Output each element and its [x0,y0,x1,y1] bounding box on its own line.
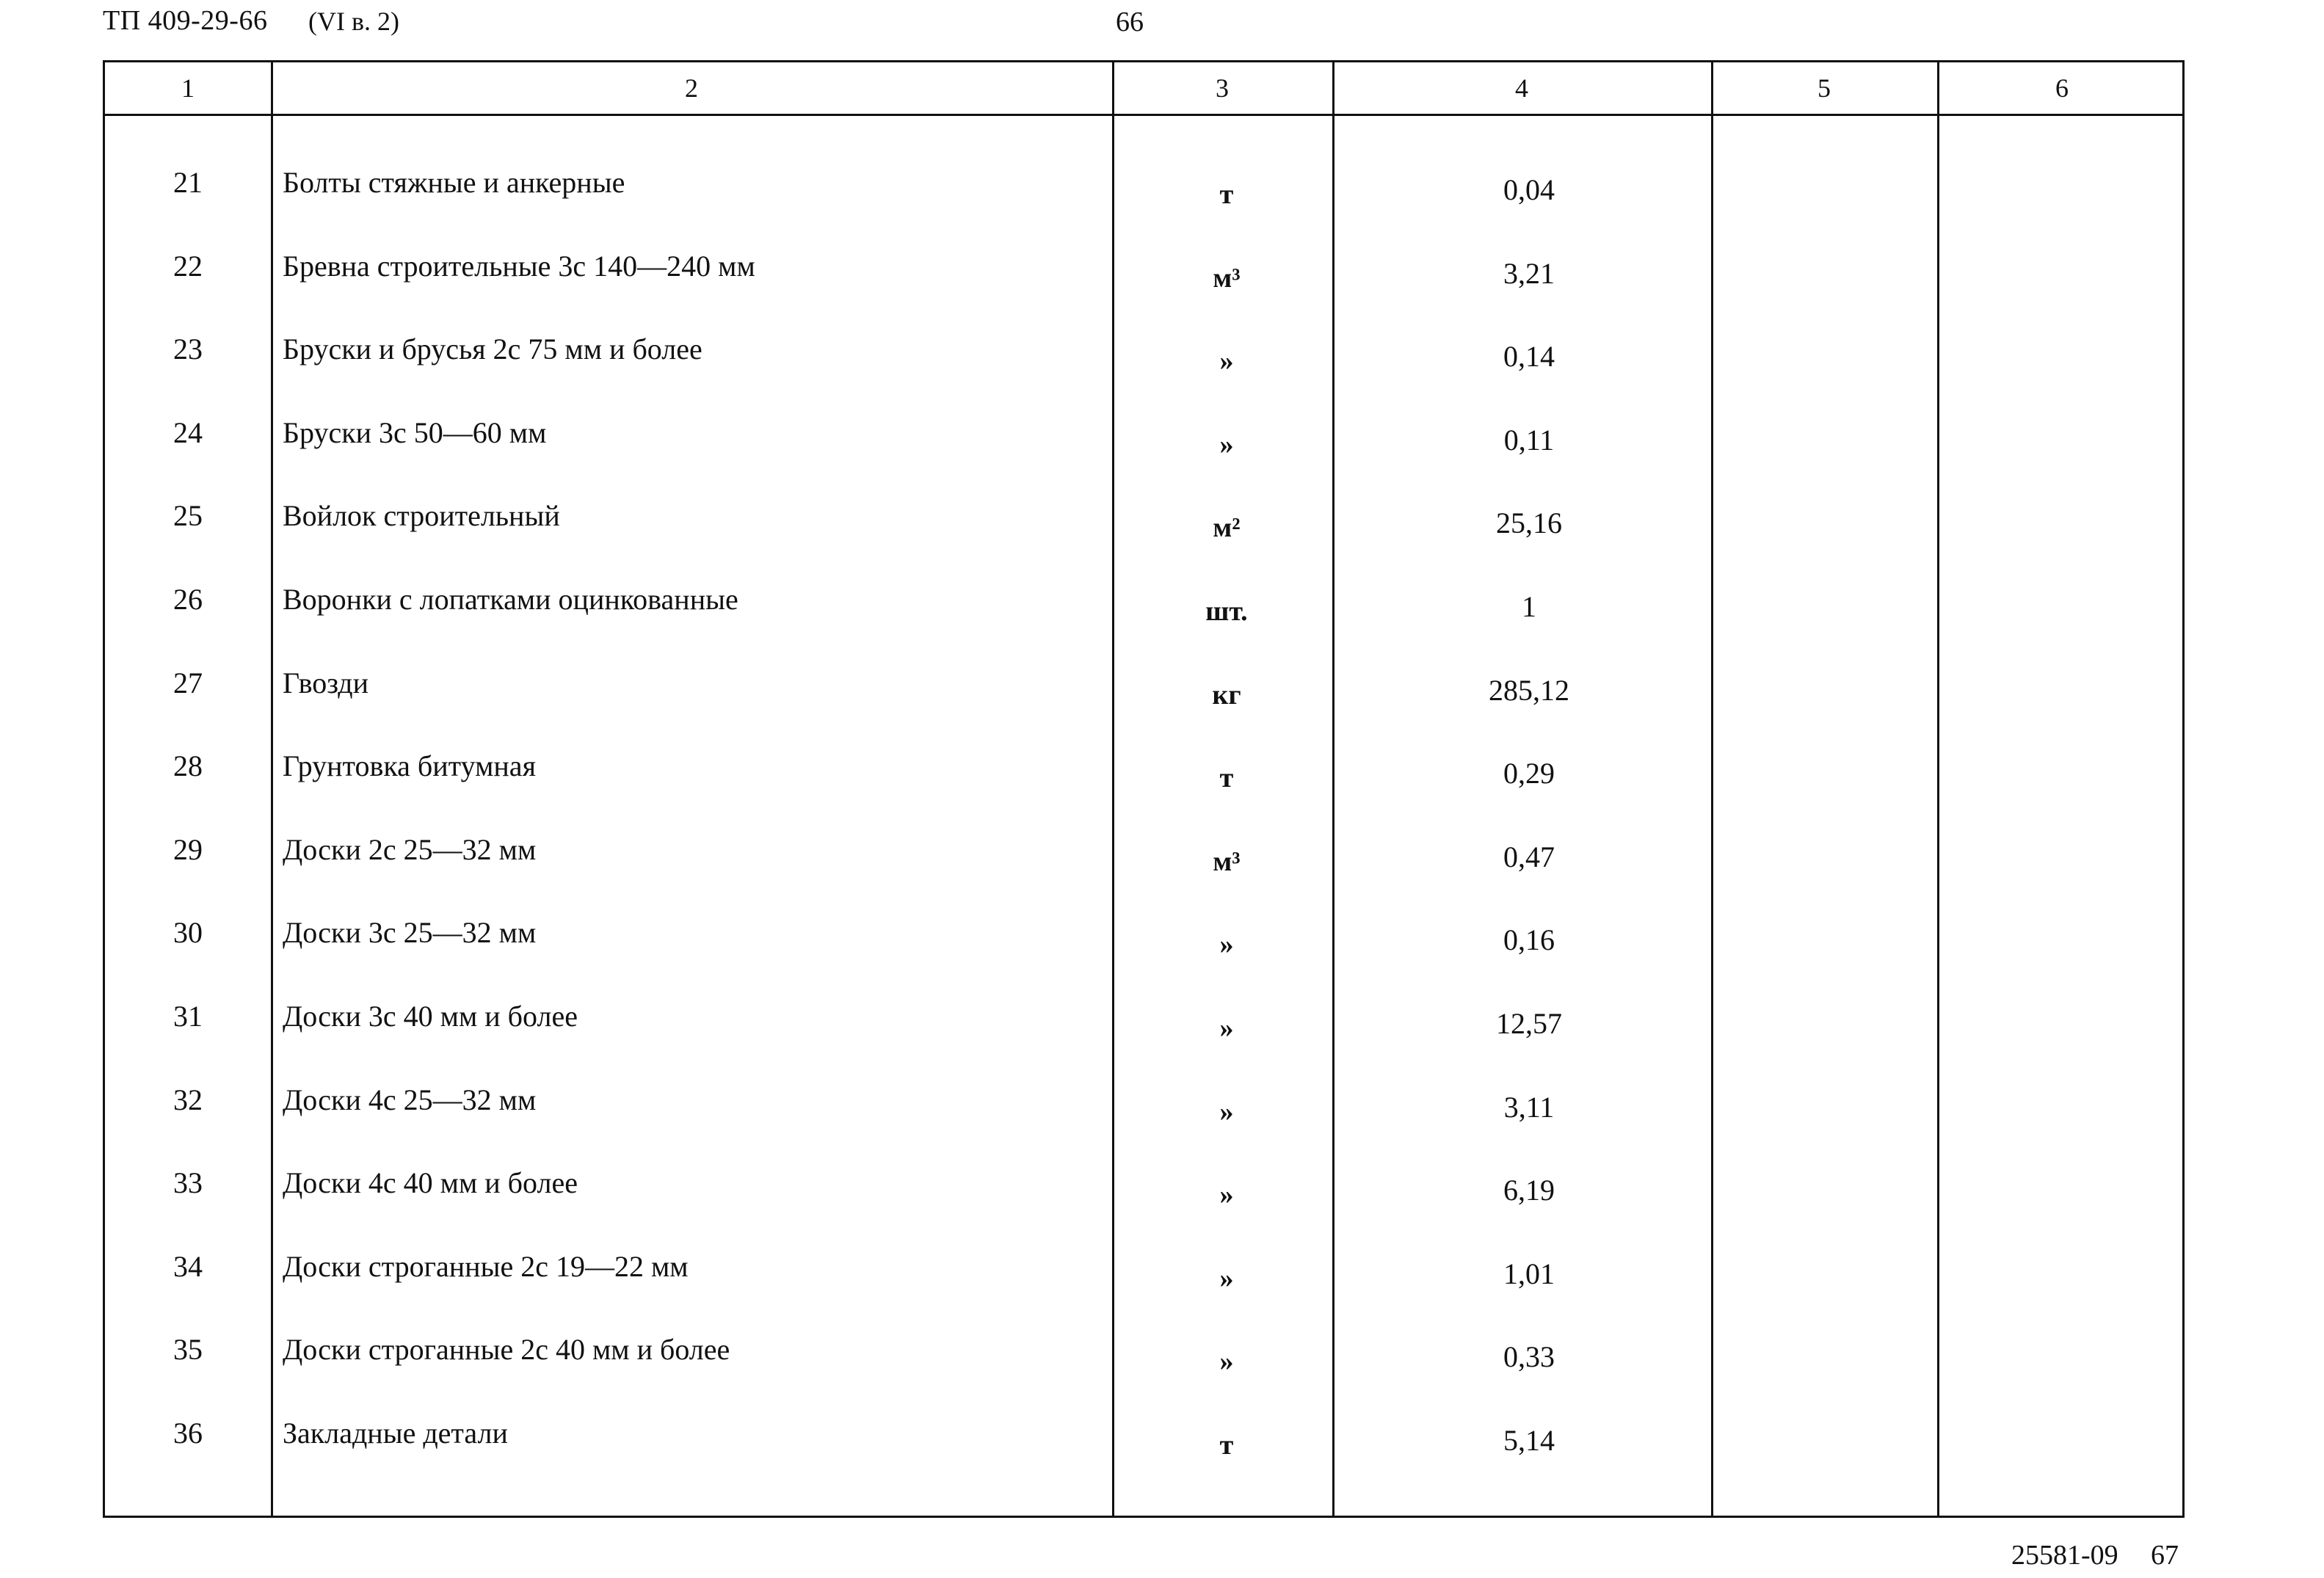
unit-of-measure: » [1219,346,1234,377]
material-name: Бревна строительные 3с 140—240 мм [283,250,755,283]
material-name: Бруски и брусья 2с 75 мм и более [283,332,702,366]
table-row [105,168,2182,251]
materials-table [103,60,2185,1518]
column-header-5: 5 [1818,73,1831,103]
document-code: ТП 409-29-66 [103,5,268,36]
material-name: Доски строганные 2с 19—22 мм [283,1250,689,1283]
row-number: 35 [173,1333,203,1366]
quantity: 0,16 [1503,923,1555,956]
row-number: 31 [173,1000,203,1033]
column-header-4: 4 [1515,73,1528,103]
row-number: 36 [173,1417,203,1450]
quantity: 3,11 [1503,1091,1555,1124]
unit-of-measure: м² [1213,512,1241,543]
table-row [105,1419,2182,1502]
row-number: 21 [173,166,203,199]
table-row [105,252,2182,335]
table-row [105,1083,2182,1168]
row-number: 26 [173,583,203,616]
quantity: 0,47 [1503,840,1555,873]
table-row [105,332,2182,418]
page-number: 66 [1116,7,1144,37]
row-number: 23 [173,332,203,366]
document-edition: (VI в. 2) [308,7,399,36]
row-number: 29 [173,833,203,866]
material-name: Гвозди [283,666,369,699]
quantity: 12,57 [1496,1007,1562,1040]
row-number: 34 [173,1250,203,1283]
quantity: 0,04 [1503,173,1555,206]
row-number: 30 [173,916,203,949]
quantity: 285,12 [1489,674,1569,707]
material-name: Грунтовка битумная [283,749,536,782]
unit-of-measure: » [1219,1263,1234,1294]
quantity: 5,14 [1503,1424,1555,1457]
material-name: Доски строганные 2с 40 мм и более [283,1333,730,1366]
row-number: 27 [173,666,203,699]
material-name: Доски 3с 25—32 мм [283,916,537,949]
table-row [105,1252,2182,1335]
unit-of-measure: » [1219,1097,1234,1127]
material-name: Воронки с лопатками оцинкованные [283,583,738,616]
material-name: Доски 4с 25—32 мм [283,1083,537,1116]
unit-of-measure: » [1219,429,1234,460]
unit-of-measure: кг [1212,680,1241,710]
footer-page-number: 67 [2151,1540,2179,1571]
material-name: Войлок строительный [283,499,560,532]
quantity: 0,11 [1503,423,1555,457]
unit-of-measure: » [1219,1346,1234,1377]
table-row [105,418,2182,501]
unit-of-measure: » [1219,1179,1234,1210]
material-name: Бруски 3с 50—60 мм [283,416,547,449]
quantity: 0,33 [1503,1340,1555,1373]
footer-document-number: 25581-09 [2011,1540,2118,1571]
table-row [105,1168,2182,1251]
unit-of-measure: » [1219,1013,1234,1044]
row-number: 25 [173,499,203,532]
quantity: 6,19 [1503,1174,1555,1207]
row-number: 33 [173,1166,203,1199]
quantity: 25,16 [1496,506,1562,539]
table-row [105,1335,2182,1418]
quantity: 0,14 [1503,340,1555,373]
unit-of-measure: т [1219,1430,1234,1461]
row-number: 24 [173,416,203,449]
unit-of-measure: » [1219,929,1234,960]
unit-of-measure: т [1219,763,1234,793]
column-header-3: 3 [1216,73,1229,103]
material-name: Доски 2с 25—32 мм [283,833,537,866]
unit-of-measure: т [1219,179,1234,210]
table-header-row [105,62,2182,116]
table-row [105,1002,2182,1085]
unit-of-measure: м³ [1213,846,1241,877]
quantity: 1 [1522,590,1536,623]
row-number: 32 [173,1083,203,1116]
column-header-2: 2 [685,73,698,103]
column-header-1: 1 [181,73,195,103]
table-row [105,749,2182,835]
table-row [105,666,2182,752]
material-name: Закладные детали [283,1417,508,1450]
column-header-6: 6 [2055,73,2069,103]
quantity: 3,21 [1503,257,1555,290]
material-name: Болты стяжные и анкерные [283,166,625,199]
material-name: Доски 4с 40 мм и более [283,1166,578,1199]
quantity: 1,01 [1503,1257,1555,1290]
quantity: 0,29 [1503,757,1555,790]
unit-of-measure: шт. [1205,596,1248,627]
table-row [105,835,2182,918]
table-row [105,585,2182,668]
unit-of-measure: м³ [1213,263,1241,294]
table-row [105,501,2182,584]
table-row [105,918,2182,1001]
row-number: 22 [173,250,203,283]
row-number: 28 [173,749,203,782]
material-name: Доски 3с 40 мм и более [283,1000,578,1033]
